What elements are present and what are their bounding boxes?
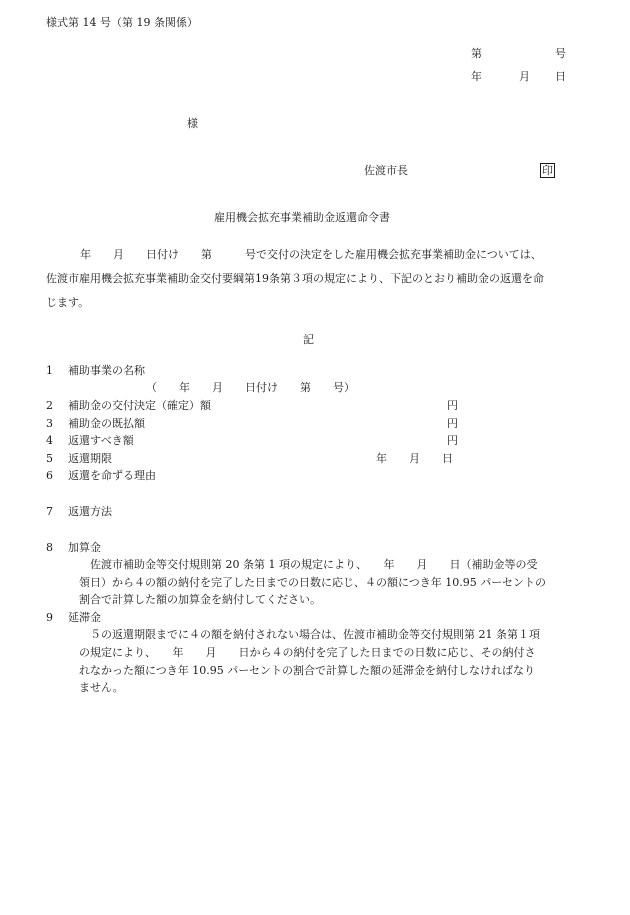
addressee-suffix: 様	[187, 117, 198, 130]
item-5-date: 年 月 日	[376, 452, 453, 465]
item-3-unit: 円	[447, 417, 458, 430]
item-8-label: 加算金	[68, 541, 101, 554]
item-9-line-2: の規定により、 年 月 日から４の納付を完了した日までの日数に応じ、その納付さ	[79, 646, 536, 659]
item-4-number: 4	[46, 434, 53, 447]
item-2-label: 補助金の交付決定（確定）額	[68, 399, 211, 412]
item-9-label: 延滞金	[68, 611, 101, 624]
item-4-label: 返還すべき額	[68, 434, 134, 447]
document-date-year: 年	[471, 70, 482, 83]
item-8-line-1: 佐渡市補助金等交付規則第 20 条第 1 項の規定により、 年 月 日（補助金等の受	[90, 558, 538, 571]
item-9-line-3: れなかった額につき年 10.95 パーセントの割合で計算した額の延滞金を納付しなければなり	[79, 664, 536, 677]
item-2-unit: 円	[447, 399, 458, 412]
document-date-day: 日	[555, 70, 566, 83]
item-5-number: 5	[46, 452, 53, 465]
intro-line-2: 佐渡市雇用機会拡充事業補助金交付要綱第19条第３項の規定により、下記のとおり補助金の返還を命	[46, 272, 544, 285]
item-2-number: 2	[46, 399, 53, 412]
document-number-prefix: 第	[471, 47, 482, 60]
intro-line-1: 年 月 日付け 第 号で交付の決定をした雇用機会拡充事業補助金については、	[80, 248, 542, 261]
item-8-number: 8	[46, 541, 53, 554]
item-9-line-1: ５の返還期限までに４の額を納付されない場合は、佐渡市補助金等交付規則第 21 条第１項	[90, 628, 540, 641]
document-date-month: 月	[519, 70, 530, 83]
item-7-label: 返還方法	[68, 505, 112, 518]
item-6-label: 返還を命ずる理由	[68, 469, 156, 482]
item-7-number: 7	[46, 505, 53, 518]
item-9-number: 9	[46, 611, 53, 624]
item-4-unit: 円	[447, 434, 458, 447]
item-3-number: 3	[46, 417, 53, 430]
item-8-line-3: 割合で計算した額の加算金を納付してください。	[79, 593, 321, 606]
form-number: 様式第 14 号（第 19 条関係）	[46, 16, 198, 29]
item-8-line-2: 領日）から４の額の納付を完了した日までの日数に応じ、４の額につき年 10.95 パーセントの	[79, 576, 547, 589]
document-number-suffix: 号	[555, 47, 566, 60]
item-1-label: 補助事業の名称	[68, 364, 145, 377]
item-5-label: 返還期限	[68, 452, 112, 465]
intro-line-3: じます。	[46, 296, 90, 309]
document-title: 雇用機会拡充事業補助金返還命令書	[214, 211, 390, 224]
item-3-label: 補助金の既払額	[68, 417, 145, 430]
seal-mark	[540, 163, 555, 178]
seal-icon: 印	[542, 164, 553, 177]
item-1-number: 1	[46, 364, 53, 377]
issuer-name: 佐渡市長	[364, 164, 408, 177]
item-6-number: 6	[46, 469, 53, 482]
item-1-reference: （ 年 月 日付け 第 号）	[146, 381, 355, 394]
ki-heading: 記	[303, 333, 314, 346]
item-9-line-4: ません。	[79, 681, 124, 694]
